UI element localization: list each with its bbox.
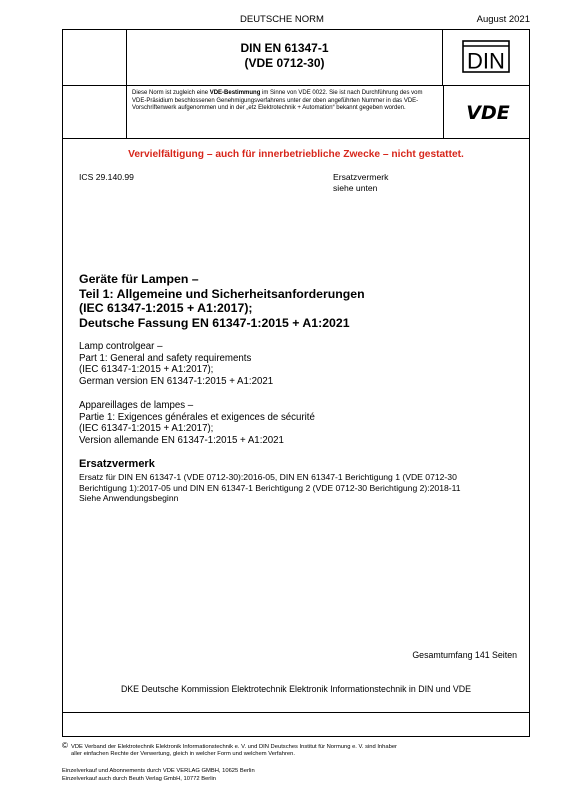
copyright-line: aller einfachen Rechte der Verwertung, gleich in welcher Form und welchem Verfahren.: [71, 750, 295, 757]
sales-info: [62, 767, 255, 783]
title-german-line: Deutsche Fassung EN 61347-1:2015 + A1:2021: [79, 315, 350, 330]
top-header: [62, 14, 530, 28]
ersatzvermerk-heading: Ersatzvermerk: [79, 458, 155, 470]
title-german-line: Geräte für Lampen –: [79, 272, 199, 286]
ics-code: ICS 29.140.99: [79, 172, 134, 182]
publication-date: August 2021: [476, 14, 530, 25]
reproduction-warning: Vervielfältigung – auch für innerbetriebliche Zwecke – nicht gestattet.: [128, 149, 464, 160]
vde-row: [62, 86, 530, 139]
standard-number: DIN EN 61347-1: [240, 41, 329, 55]
vde-statement-part2: im Sinne von VDE 0022. Sie ist nach Durchführung des vom VDE-Präsidium beschlossenen Genehmigungsverfahrens unter der oben angeführten Nummer in das VDE-Vorschriftenwerk aufgenommen und in der „etz Elektrotechnik + Automation“ bekannt gegeben worden.: [132, 90, 423, 112]
ersatz-note-title: Ersatzvermerk: [333, 172, 389, 182]
title-french-line: (IEC 61347-1:2015 + A1:2017);: [79, 423, 214, 434]
title-english-line: German version EN 61347-1:2015 + A1:2021: [79, 375, 274, 387]
vde-statement-bold: VDE-Bestimmung: [209, 90, 261, 96]
sales-line: Einzelverkauf und Abonnements durch VDE VERLAG GMBH, 10625 Berlin: [62, 768, 255, 774]
din-logo-icon: [462, 40, 510, 73]
title-german-line: Teil 1: Allgemeine und Sicherheitsanforderungen: [79, 286, 365, 301]
copyright-line: VDE Verband der Elektrotechnik Elektronik Informationstechnik e. V. und DIN Deutsches Institut für Normung e. V. sind Inhaber: [71, 744, 397, 750]
ersatzvermerk-line: Ersatz für DIN EN 61347-1 (VDE 0712-30):2016-05, DIN EN 61347-1 Berichtigung 1 (VDE 0712-30: [79, 472, 457, 482]
title-german: [79, 272, 519, 330]
vde-logo-cell: [443, 86, 530, 138]
title-english-line: (IEC 61347-1:2015 + A1:2017);: [79, 364, 214, 375]
title-french-line: Appareillages de lampes –: [79, 400, 194, 411]
din-logo-text: DIN: [467, 48, 505, 73]
ersatzvermerk-line: Berichtigung 1):2017-05 und DIN EN 61347-1 Berichtigung 2 (VDE 0712-30 Berichtigung 2):2018-11: [79, 482, 461, 493]
title-german-line: (IEC 61347-1:2015 + A1:2017);: [79, 301, 253, 316]
ersatzvermerk-body: [79, 472, 461, 504]
title-english: [79, 341, 273, 387]
vde-statement-part1: Diese Norm ist zugleich eine: [132, 90, 210, 96]
vde-classification: (VDE 0712-30): [244, 56, 325, 70]
din-logo-cell: [443, 29, 530, 85]
sales-line: Einzelverkauf auch durch Beuth Verlag GmbH, 10772 Berlin: [62, 776, 217, 782]
copyright-icon: ©: [62, 741, 68, 750]
standard-number-box: [127, 29, 443, 85]
title-english-line: Part 1: General and safety requirements: [79, 352, 252, 364]
title-french: [79, 400, 315, 446]
vde-row-spacer: [62, 86, 127, 138]
bottom-divider: [62, 712, 530, 713]
vde-logo-text: VDE: [466, 102, 510, 123]
vde-statement: [132, 90, 438, 113]
title-english-line: Lamp controlgear –: [79, 341, 163, 352]
dke-publisher: DKE Deutsche Kommission Elektrotechnik Elektronik Informationstechnik in DIN und VDE: [120, 684, 472, 694]
title-french-line: Version allemande EN 61347-1:2015 + A1:2021: [79, 434, 284, 446]
copyright-notice: [62, 741, 397, 758]
ersatz-note: [333, 172, 388, 194]
page-count: Gesamtumfang 141 Seiten: [412, 650, 517, 660]
vde-logo-icon: [454, 101, 522, 123]
document-type-label: DEUTSCHE NORM: [240, 14, 324, 25]
ersatzvermerk-line: Siehe Anwendungsbeginn: [79, 493, 179, 503]
title-row-spacer: [62, 29, 127, 85]
title-row: [62, 29, 530, 86]
title-french-line: Partie 1: Exigences générales et exigences de sécurité: [79, 411, 315, 423]
ersatz-note-reference: siehe unten: [333, 183, 378, 193]
